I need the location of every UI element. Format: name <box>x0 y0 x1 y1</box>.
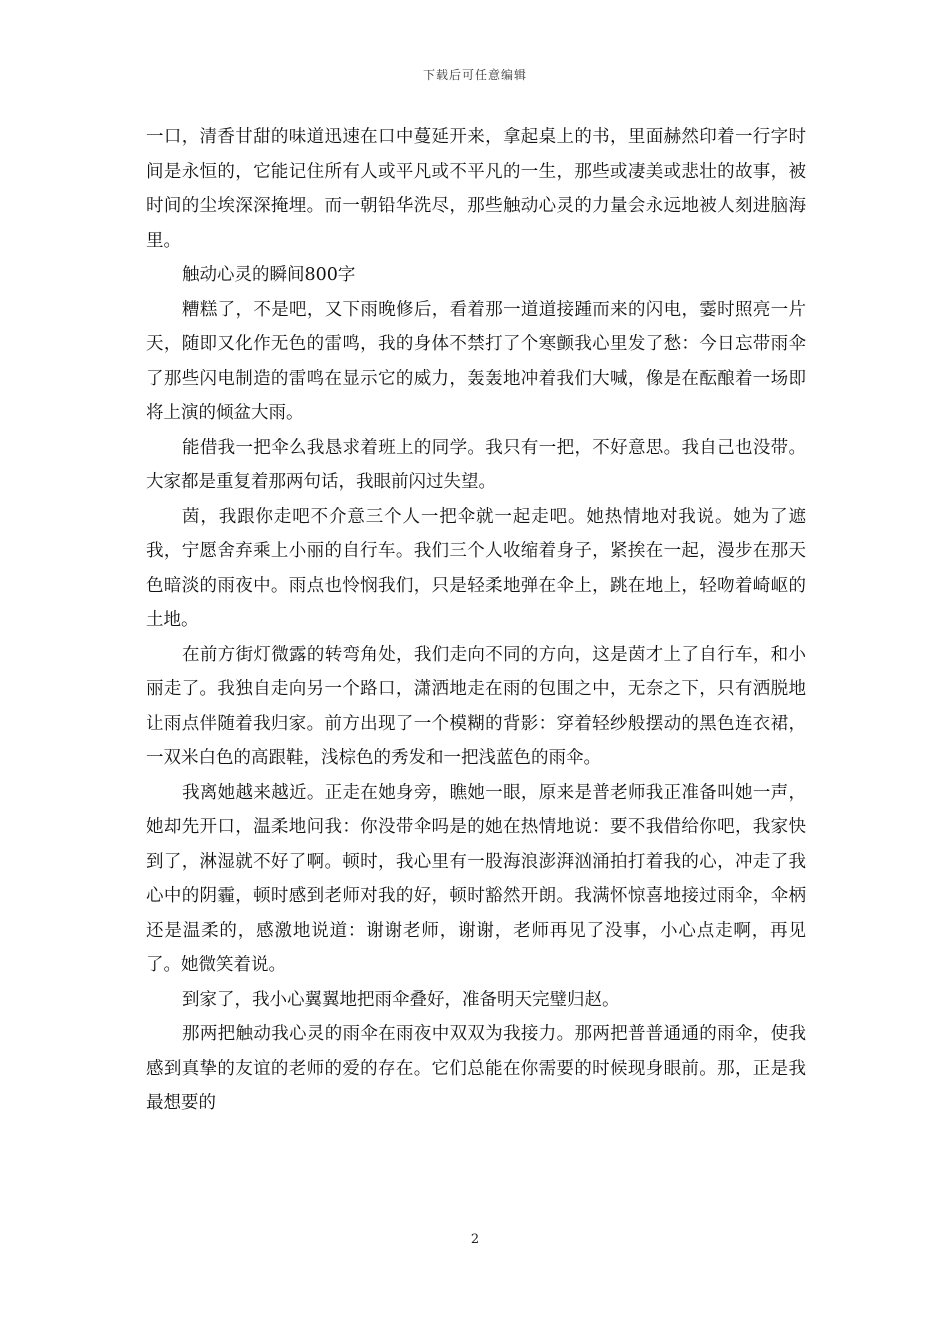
paragraph: 糟糕了，不是吧，又下雨晚修后，看着那一道道接踵而来的闪电，霎时照亮一片天，随即又化作无色的雷鸣，我的身体不禁打了个寒颤我心里发了愁：今日忘带雨伞了那些闪电制造的雷鸣在显示它的威力，轰轰地冲着我们大喊，像是在酝酿着一场即将上演的倾盆大雨。 <box>146 299 806 423</box>
paragraph: 能借我一把伞么我恳求着班上的同学。我只有一把，不好意思。我自己也没带。大家都是重复着那两句话，我眼前闪过失望。 <box>146 437 806 492</box>
page-number: 2 <box>470 1232 480 1247</box>
paragraph: 茵，我跟你走吧不介意三个人一把伞就一起走吧。她热情地对我说。她为了遮我，宁愿舍弃乘上小丽的自行车。我们三个人收缩着身子，紧挨在一起，漫步在那天色暗淡的雨夜中。雨点也怜悯我们，只是轻柔地弹在伞上，跳在地上，轻吻着崎岖的土地。 <box>146 506 806 630</box>
paragraph: 在前方街灯微露的转弯角处，我们走向不同的方向，这是茵才上了自行车，和小丽走了。我独自走向另一个路口，潇洒地走在雨的包围之中，无奈之下，只有洒脱地让雨点伴随着我归家。前方出现了一个模糊的背影：穿着轻纱般摆动的黑色连衣裙，一双米白色的高跟鞋，浅棕色的秀发和一把浅蓝色的雨伞。 <box>146 644 806 768</box>
paragraph: 我离她越来越近。正走在她身旁，瞧她一眼，原来是普老师我正准备叫她一声，她却先开口，温柔地问我：你没带伞吗是的她在热情地说：要不我借给你吧，我家快到了，淋湿就不好了啊。顿时，我心里有一股海浪澎湃汹涌拍打着我的心，冲走了我心中的阴霾，顿时感到老师对我的好，顿时豁然开朗。我满怀惊喜地接过雨伞，伞柄还是温柔的，感激地说道：谢谢老师，谢谢，老师再见了没事，小心点走啊，再见了。她微笑着说。 <box>146 782 806 975</box>
page-header: 下载后可任意编辑 <box>422 68 527 82</box>
paragraph: 一口，清香甘甜的味道迅速在口中蔓延开来，拿起桌上的书，里面赫然印着一行字时间是永恒的，它能记住所有人或平凡或不平凡的一生，那些或凄美或悲壮的故事，被时间的尘埃深深掩埋。而一朝铅华洗尽，那些触动心灵的力量会永远地被人刻进脑海里。 <box>146 127 806 251</box>
document-body <box>146 120 806 1121</box>
section-title: 触动心灵的瞬间800字 <box>182 265 356 285</box>
paragraph: 到家了，我小心翼翼地把雨伞叠好，准备明天完璧归赵。 <box>182 989 620 1010</box>
paragraph: 那两把触动我心灵的雨伞在雨夜中双双为我接力。那两把普普通通的雨伞，使我感到真挚的友谊的老师的爱的存在。它们总能在你需要的时候现身眼前。那，正是我最想要的 <box>146 1024 806 1113</box>
